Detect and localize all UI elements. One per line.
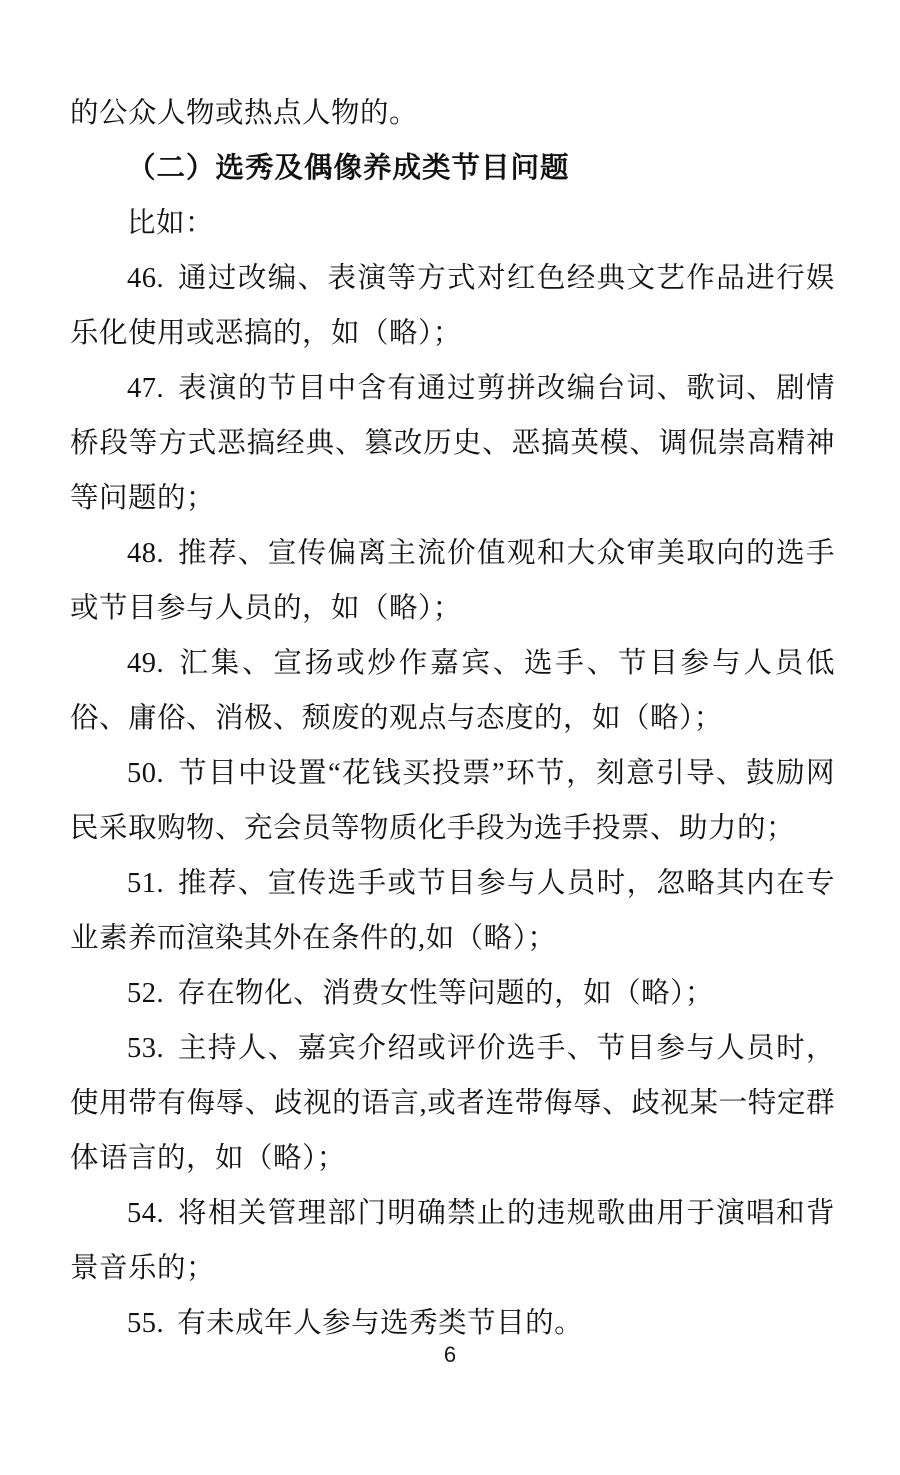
item-text: 表演的节目中含有通过剪拼改编台词、歌词、剧情桥段等方式恶搞经典、篡改历史、恶搞英模、调侃崇高精神等问题的； [70, 373, 835, 514]
item-text: 通过改编、表演等方式对红色经典文艺作品进行娱乐化使用或恶搞的，如（略）； [70, 263, 835, 349]
section-heading: （二）选秀及偶像养成类节目问题 [127, 152, 570, 184]
intro-continuation-paragraph: 的公众人物或热点人物的。 [70, 98, 419, 129]
list-item-46 [70, 251, 835, 361]
list-item-52 [70, 966, 835, 1021]
item-text: 将相关管理部门明确禁止的违规歌曲用于演唱和背景音乐的； [70, 1198, 835, 1284]
page-number: 6 [443, 1342, 457, 1367]
list-item-48 [70, 526, 835, 636]
item-text: 存在物化、消费女性等问题的，如（略）； [177, 978, 714, 1009]
item-number: 50. [127, 758, 165, 789]
item-number: 47. [127, 373, 165, 404]
item-number: 52. [127, 978, 165, 1009]
item-number: 49. [127, 648, 165, 679]
list-item-53 [70, 1021, 835, 1186]
list-item-50 [70, 746, 835, 856]
item-text: 主持人、嘉宾介绍或评价选手、节目参与人员时，使用带有侮辱、歧视的语言,或者连带侮辱、歧视某一特定群体语言的，如（略）； [70, 1033, 835, 1174]
list-item-54 [70, 1186, 835, 1296]
item-text: 汇集、宣扬或炒作嘉宾、选手、节目参与人员低俗、庸俗、消极、颓废的观点与态度的，如（略）； [70, 648, 835, 734]
lead-in-paragraph: 比如： [127, 208, 215, 239]
item-number: 55. [127, 1308, 165, 1339]
list-item-51 [70, 856, 835, 966]
item-number: 54. [127, 1198, 165, 1229]
item-number: 51. [127, 868, 165, 899]
list-item-49 [70, 636, 835, 746]
list-item-47 [70, 361, 835, 526]
item-number: 46. [127, 263, 165, 294]
item-number: 48. [127, 538, 165, 569]
item-text: 节目中设置“花钱买投票”环节，刻意引导、鼓励网民采取购物、充会员等物质化手段为选手投票、助力的； [70, 758, 835, 844]
document-content [70, 86, 835, 1351]
item-number: 53. [127, 1033, 165, 1064]
item-text: 推荐、宣传选手或节目参与人员时，忽略其内在专业素养而渲染其外在条件的,如（略）； [70, 868, 835, 954]
item-text: 有未成年人参与选秀类节目的。 [177, 1308, 584, 1339]
item-text: 推荐、宣传偏离主流价值观和大众审美取向的选手或节目参与人员的，如（略）； [70, 538, 835, 624]
